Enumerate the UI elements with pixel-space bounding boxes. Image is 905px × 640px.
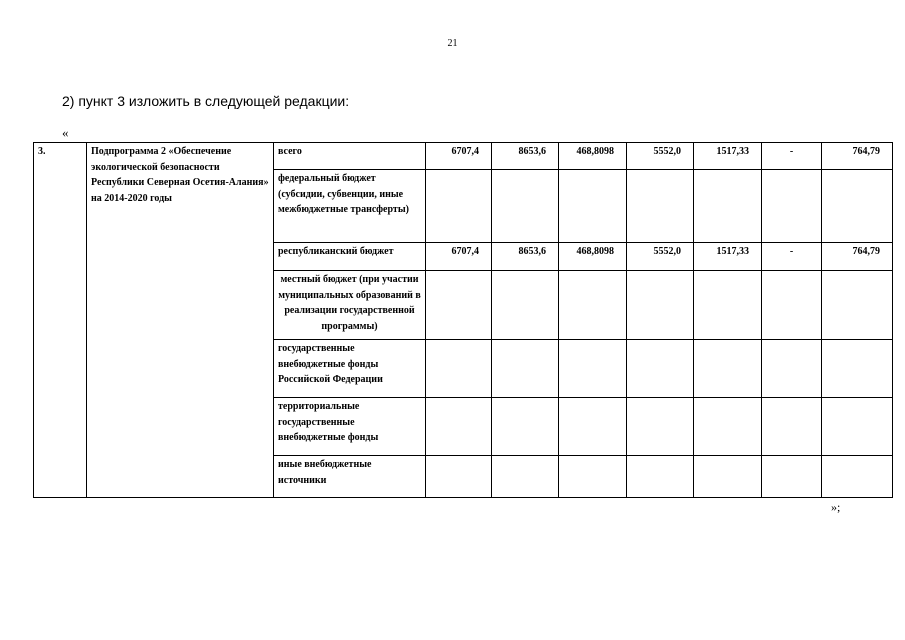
- value-cell: 764,79: [822, 243, 893, 271]
- budget-table: [33, 142, 893, 498]
- funding-source-cell: республиканский бюджет: [274, 243, 426, 271]
- page-number: 21: [447, 38, 458, 49]
- value-cell: [492, 456, 559, 498]
- value-cell: [694, 271, 762, 340]
- value-cell: 5552,0: [627, 243, 694, 271]
- value-cell: [694, 398, 762, 456]
- value-cell: [426, 398, 492, 456]
- value-cell: [694, 456, 762, 498]
- funding-source-cell: государственные внебюджетные фонды Российской Федерации: [274, 340, 426, 398]
- value-cell: [694, 340, 762, 398]
- value-cell: [492, 340, 559, 398]
- funding-source-cell: территориальные государственные внебюджетные фонды: [274, 398, 426, 456]
- value-cell: [426, 271, 492, 340]
- value-cell: -: [762, 243, 822, 271]
- value-cell: 6707,4: [426, 143, 492, 170]
- open-quote: «: [62, 125, 69, 140]
- value-cell: [694, 170, 762, 243]
- value-cell: [762, 271, 822, 340]
- value-cell: 468,8098: [559, 143, 627, 170]
- value-cell: [822, 456, 893, 498]
- value-cell: [627, 456, 694, 498]
- value-cell: [822, 170, 893, 243]
- value-cell: 468,8098: [559, 243, 627, 271]
- value-cell: [762, 340, 822, 398]
- value-cell: [559, 340, 627, 398]
- value-cell: [559, 271, 627, 340]
- table-row: [34, 143, 893, 170]
- value-cell: [426, 456, 492, 498]
- value-cell: [627, 271, 694, 340]
- value-cell: 8653,6: [492, 143, 559, 170]
- funding-source-cell: местный бюджет (при участии муниципальных образований в реализации государственной программы): [274, 271, 426, 340]
- funding-source-cell: всего: [274, 143, 426, 170]
- value-cell: 5552,0: [627, 143, 694, 170]
- value-cell: 1517,33: [694, 243, 762, 271]
- value-cell: [559, 170, 627, 243]
- value-cell: [822, 398, 893, 456]
- value-cell: [492, 271, 559, 340]
- value-cell: [426, 340, 492, 398]
- row-number-cell: 3.: [34, 143, 87, 498]
- value-cell: [822, 340, 893, 398]
- close-quote: »;: [831, 500, 841, 514]
- value-cell: [762, 456, 822, 498]
- value-cell: [762, 398, 822, 456]
- funding-source-cell: иные внебюджетные источники: [274, 456, 426, 498]
- value-cell: [822, 271, 893, 340]
- funding-source-cell: федеральный бюджет (субсидии, субвенции, иные межбюджетные трансферты): [274, 170, 426, 243]
- program-name-cell: Подпрограмма 2 «Обеспечение экологической безопасности Республики Северная Осетия-Алания» на 2014-2020 годы: [87, 143, 274, 498]
- intro-text: 2) пункт 3 изложить в следующей редакции:: [62, 93, 350, 109]
- value-cell: [627, 398, 694, 456]
- value-cell: [426, 170, 492, 243]
- value-cell: -: [762, 143, 822, 170]
- value-cell: 1517,33: [694, 143, 762, 170]
- value-cell: 8653,6: [492, 243, 559, 271]
- value-cell: [627, 170, 694, 243]
- value-cell: 6707,4: [426, 243, 492, 271]
- value-cell: [492, 398, 559, 456]
- value-cell: [492, 170, 559, 243]
- value-cell: [559, 456, 627, 498]
- value-cell: [627, 340, 694, 398]
- value-cell: [762, 170, 822, 243]
- value-cell: 764,79: [822, 143, 893, 170]
- value-cell: [559, 398, 627, 456]
